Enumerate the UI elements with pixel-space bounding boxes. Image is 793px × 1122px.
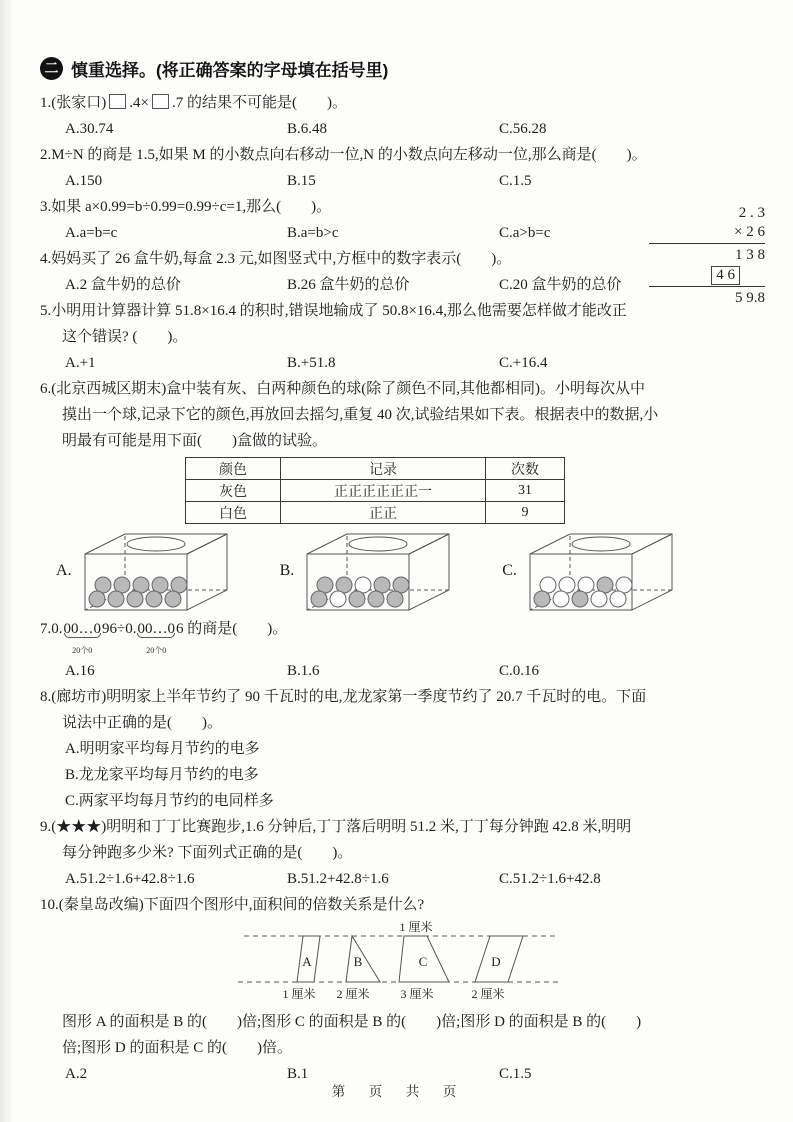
q2-option-a: A.150 — [65, 173, 103, 189]
section-header — [40, 54, 771, 82]
q7-option-a: A.16 — [65, 663, 95, 679]
ball — [368, 591, 384, 607]
q7-zeros-2: 00…0 20个0 — [136, 616, 176, 642]
q8-option-c: C.两家平均每月节约的电同样多 — [65, 793, 274, 809]
blank-box — [152, 94, 169, 109]
question-10: 10.(秦皇岛改编)下面四个图形中,面积间的倍数关系是什么? — [40, 897, 425, 913]
q4-vertical-multiplication — [649, 204, 765, 308]
mult-multiplier: × 2 6 — [734, 224, 765, 240]
ball — [146, 591, 162, 607]
ball — [127, 591, 143, 607]
table-row-white — [186, 502, 565, 524]
q1-text-pre: 1.(张家口) — [40, 95, 107, 111]
q7-text-post: 6 的商是( )。 — [175, 621, 288, 637]
underbrace-label: 20个0 — [146, 646, 167, 655]
q4-option-a: A.2 盒牛奶的总价 — [65, 277, 181, 293]
section-title: 慎重选择。(将正确答案的字母填在括号里) — [71, 60, 389, 80]
q7-text-pre: 7.0. — [40, 621, 63, 637]
question-4: 4.妈妈买了 26 盒牛奶,每盒 2.3 元,如图竖式中,方框中的数字表示( )。 — [40, 251, 512, 267]
q1-option-c: C.56.28 — [499, 121, 547, 137]
q6-box-c-label: C. — [502, 562, 517, 579]
question-5-line2: 这个错误? ( )。 — [62, 329, 188, 345]
q7-zeros-1: 00…0 20个0 — [63, 616, 103, 642]
q3-option-b: B.a=b>c — [287, 225, 339, 241]
ball — [165, 591, 181, 607]
boxed-digits: 4 6 — [711, 266, 740, 285]
question-10-line2: 图形 A 的面积是 B 的( )倍;图形 C 的面积是 B 的( )倍;图形 D 的面积是 B 的( ) — [62, 1014, 642, 1030]
question-10-line3: 倍;图形 D 的面积是 C 的( )倍。 — [62, 1040, 292, 1056]
q7-option-b: B.1.6 — [287, 663, 320, 679]
cell-white-color: 白色 — [186, 502, 281, 524]
table-header-row — [186, 458, 565, 480]
mult-rule-2 — [649, 286, 765, 287]
question-5-line1: 5.小明用计算器计算 51.8×16.4 的积时,错误地输成了 50.8×16.4,那么他需要怎样做才能改正 — [40, 303, 627, 319]
question-6-line1: 6.(北京西城区期末)盒中装有灰、白两种颜色的球(除了颜色不同,其他都相同)。小明每次从中 — [40, 381, 645, 397]
cell-white-count: 9 — [486, 502, 565, 524]
q4-option-b: B.26 盒牛奶的总价 — [287, 277, 410, 293]
q7-options — [65, 658, 771, 684]
shape-a-label: A — [302, 954, 312, 969]
question-9-line1: 9.(★★★)明明和丁丁比赛跑步,1.6 分钟后,丁丁落后明明 51.2 米,丁丁每分钟跑 42.8 米,明明 — [40, 819, 632, 835]
shape-d-label: D — [491, 954, 501, 969]
ball — [572, 591, 588, 607]
q4-option-c: C.20 盒牛奶的总价 — [499, 277, 622, 293]
q2-option-c: C.1.5 — [499, 173, 532, 189]
q2-options — [65, 168, 771, 194]
q1-options — [65, 116, 771, 142]
cell-gray-color: 灰色 — [186, 480, 281, 502]
q8-option-b: B.龙龙家平均每月节约的电多 — [65, 767, 259, 783]
q7-option-c: C.0.16 — [499, 663, 540, 679]
ball — [89, 591, 105, 607]
q1-text-mid: .4× — [129, 95, 149, 111]
dim-b-label: 2 厘米 — [336, 987, 370, 1001]
question-1 — [40, 90, 771, 116]
mult-partial-1: 1 3 8 — [735, 247, 765, 263]
ball — [591, 591, 607, 607]
question-7 — [40, 616, 771, 658]
q8-option-a: A.明明家平均每月节约的电多 — [65, 741, 260, 757]
q6-record-table — [185, 457, 565, 524]
balls-c — [534, 577, 632, 607]
q9-option-a: A.51.2÷1.6+42.8÷1.6 — [65, 871, 195, 887]
question-9-line2: 每分钟跑多少米? 下面列式正确的是( )。 — [62, 845, 353, 861]
shape-c-label: C — [418, 954, 428, 969]
ball — [108, 591, 124, 607]
ball — [387, 591, 403, 607]
blank-box — [109, 94, 126, 109]
q6-box-choices — [56, 528, 771, 614]
q6-box-b — [280, 528, 463, 614]
mult-product: 5 9.8 — [735, 290, 765, 306]
q10-option-a: A.2 — [65, 1066, 88, 1082]
q5-options — [65, 350, 771, 376]
ball — [610, 591, 626, 607]
q5-option-a: A.+1 — [65, 355, 96, 371]
question-6-line3: 明最有可能是用下面( )盒做的试验。 — [62, 433, 327, 449]
q3-option-a: A.a=b=c — [65, 225, 118, 241]
q2-option-b: B.15 — [287, 173, 316, 189]
cell-gray-count: 31 — [486, 480, 565, 502]
q1-option-a: A.30.74 — [65, 121, 114, 137]
top-dimension-label: 1 厘米 — [399, 920, 433, 934]
q9-option-c: C.51.2÷1.6+42.8 — [499, 871, 601, 887]
cell-white-record: 正正 — [281, 502, 486, 524]
q9-options — [65, 866, 771, 892]
question-2: 2.M÷N 的商是 1.5,如果 M 的小数点向右移动一位,N 的小数点向左移动一位,那么商是( )。 — [40, 147, 647, 163]
q5-option-c: C.+16.4 — [499, 355, 548, 371]
header-color: 颜色 — [186, 458, 281, 480]
triangle-b — [346, 936, 380, 982]
q3-option-c: C.a>b=c — [499, 225, 551, 241]
dim-a-label: 1 厘米 — [282, 987, 316, 1001]
q10-shapes-diagram — [236, 920, 771, 1007]
q6-box-c — [502, 528, 685, 614]
dim-d-label: 2 厘米 — [471, 987, 505, 1001]
q6-box-b-label: B. — [279, 562, 295, 579]
table-row-gray — [186, 480, 565, 502]
question-8-line1: 8.(廊坊市)明明家上半年节约了 90 千瓦时的电,龙龙家第一季度节约了 20.7 千瓦时的电。下面 — [40, 689, 647, 705]
cell-gray-record: 正正正正正正一 — [281, 480, 486, 502]
section-number-icon: 二 — [40, 57, 63, 80]
ball-box-illustration-b — [297, 528, 462, 614]
balls-b — [311, 577, 409, 607]
mult-multiplicand: 2 . 3 — [738, 205, 765, 221]
ball — [553, 591, 569, 607]
q6-box-a — [56, 528, 240, 614]
shape-b-label: B — [353, 954, 363, 969]
balls-a — [89, 577, 187, 607]
q5-option-b: B.+51.8 — [287, 355, 336, 371]
question-6-line2: 摸出一个球,记录下它的颜色,再放回去摇匀,重复 40 次,试验结果如下表。根据表中的数据,小 — [62, 407, 659, 423]
q10-option-b: B.1 — [287, 1066, 309, 1082]
mult-rule-1 — [649, 243, 765, 244]
ball-box-illustration-a — [75, 528, 240, 614]
shapes-figure — [236, 920, 566, 1002]
q1-text-post: .7 的结果不可能是( )。 — [171, 95, 347, 111]
q9-option-b: B.51.2+42.8÷1.6 — [287, 871, 389, 887]
q10-option-c: C.1.5 — [499, 1066, 532, 1082]
mult-partial-2-row — [649, 265, 765, 285]
underbrace-label: 20个0 — [72, 646, 93, 655]
ball — [330, 591, 346, 607]
q7-text-mid: 96÷0. — [102, 621, 137, 637]
header-count: 次数 — [486, 458, 565, 480]
page-footer: 第 页 共 页 — [331, 1084, 462, 1099]
ball — [534, 591, 550, 607]
question-8-line2: 说法中正确的是( )。 — [62, 715, 222, 731]
q6-box-a-label: A. — [56, 562, 72, 579]
ball — [311, 591, 327, 607]
question-3: 3.如果 a×0.99=b÷0.99=0.99÷c=1,那么( )。 — [40, 199, 332, 215]
ball-box-illustration-c — [520, 528, 685, 614]
header-record: 记录 — [281, 458, 486, 480]
q1-option-b: B.6.48 — [287, 121, 328, 137]
dim-c-label: 3 厘米 — [400, 987, 434, 1001]
ball — [349, 591, 365, 607]
